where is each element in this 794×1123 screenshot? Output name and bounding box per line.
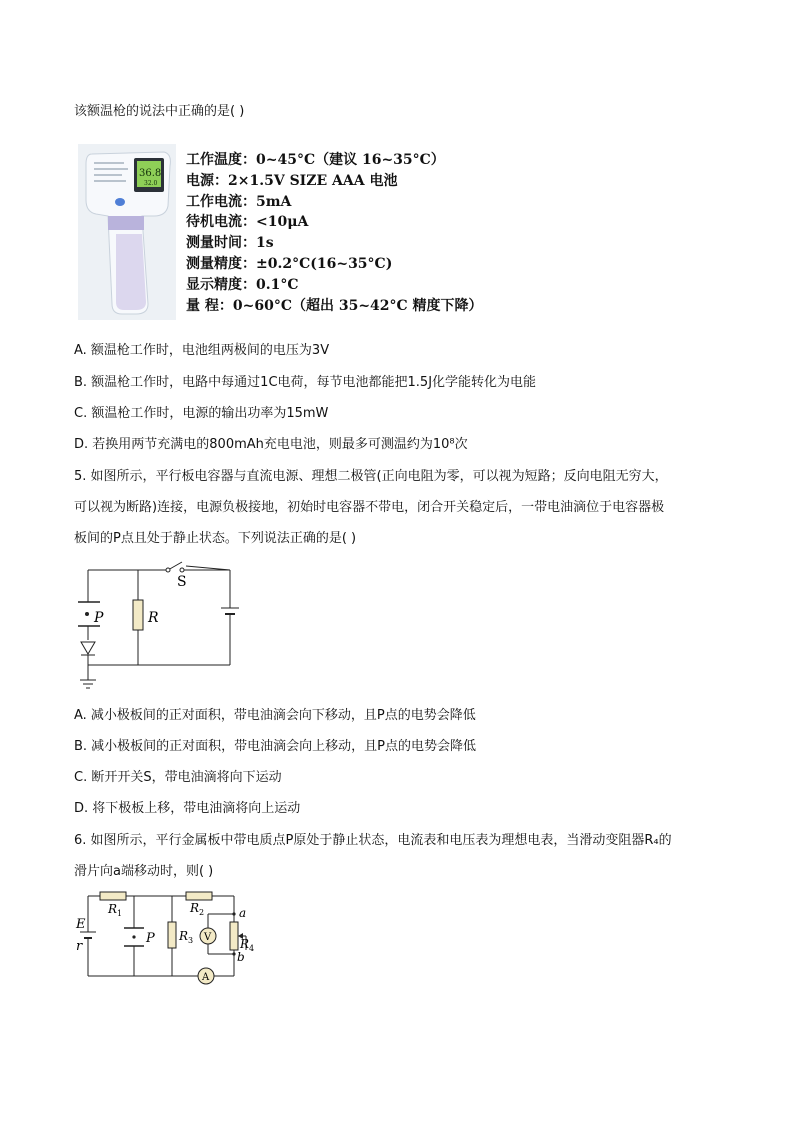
q6-internal-resistance-label: r	[76, 939, 83, 954]
q5-point-label: P	[94, 610, 104, 626]
q4-stem: 该额温枪的说法中正确的是( )	[74, 104, 245, 119]
q6-stem-line-2: 滑片向a端移动时，则( )	[74, 864, 214, 879]
spec-working-temperature: 工作温度：0~45°C（建议 16~35°C）	[186, 152, 445, 168]
q6-ammeter-label: A	[202, 972, 210, 983]
spec-display-precision: 显示精度：0.1°C	[186, 277, 299, 293]
spec-measure-time: 测量时间：1s	[186, 235, 274, 251]
q6-voltmeter-label: V	[204, 932, 212, 943]
q6-r4-subscript: 4	[249, 944, 255, 953]
q6-r2-subscript: 2	[199, 908, 205, 917]
q4-option-d: D. 若换用两节充满电的800mAh充电电池，则最多可测温约为10⁸次	[74, 437, 468, 452]
q6-r1-label: R	[108, 902, 118, 916]
q6-terminal-a-label: a	[239, 906, 247, 920]
q4-option-a: A. 额温枪工作时，电池组两极间的电压为3V	[74, 343, 330, 358]
q5-stem-line-3: 板间的P点且处于静止状态。下列说法正确的是( )	[74, 531, 357, 546]
q6-r1-subscript: 1	[117, 909, 123, 918]
q5-option-c: C. 断开开关S，带电油滴将向下运动	[74, 770, 282, 785]
q6-emf-label: E	[76, 917, 86, 932]
q6-r3-label: R	[179, 929, 189, 943]
spec-range: 量 程：0~60°C（超出 35~42°C 精度下降）	[186, 298, 483, 314]
q5-option-b: B. 减小极板间的正对面积，带电油滴会向上移动，且P点的电势会降低	[74, 739, 477, 754]
q6-point-label: P	[146, 931, 155, 946]
q6-r3-subscript: 3	[188, 936, 194, 945]
q6-r4-label: R	[240, 937, 250, 951]
q5-switch-label: S	[177, 574, 187, 590]
q5-option-a: A. 减小极板间的正对面积，带电油滴会向下移动，且P点的电势会降低	[74, 708, 476, 723]
q4-option-c: C. 额温枪工作时，电源的输出功率为15mW	[74, 406, 329, 421]
spec-accuracy: 测量精度：±0.2°C(16~35°C)	[186, 256, 393, 272]
thermometer-image	[78, 144, 176, 320]
q5-stem-line-1: 5. 如图所示，平行板电容器与直流电源、理想二极管(正向电阻为零，可以视为短路；反向电阻无穷大，	[74, 469, 668, 484]
spec-standby-current: 待机电流：<10μA	[186, 214, 309, 230]
spec-power: 电源：2×1.5V SIZE AAA 电池	[186, 173, 398, 189]
q6-stem-line-1: 6. 如图所示，平行金属板中带电质点P原处于静止状态，电流表和电压表为理想电表，当滑动变阻器R₄的	[74, 833, 672, 848]
q5-resistor-label: R	[148, 610, 159, 626]
q5-circuit-diagram	[70, 560, 250, 696]
display-sub: 32.0	[144, 180, 158, 187]
q4-option-b: B. 额温枪工作时，电路中每通过1C电荷，每节电池都能把1.5J化学能转化为电能	[74, 375, 537, 390]
q6-r2-label: R	[190, 901, 200, 915]
spec-working-current: 工作电流：5mA	[186, 194, 292, 210]
display-reading: 36.8	[139, 168, 162, 179]
q6-circuit-diagram	[74, 888, 264, 988]
q5-stem-line-2: 可以视为断路)连接，电源负极接地，初始时电容器不带电，闭合开关稳定后，一带电油滴位于电容器极	[74, 500, 665, 515]
q5-option-d: D. 将下极板上移，带电油滴将向上运动	[74, 801, 301, 816]
q6-terminal-b-label: b	[237, 950, 245, 964]
